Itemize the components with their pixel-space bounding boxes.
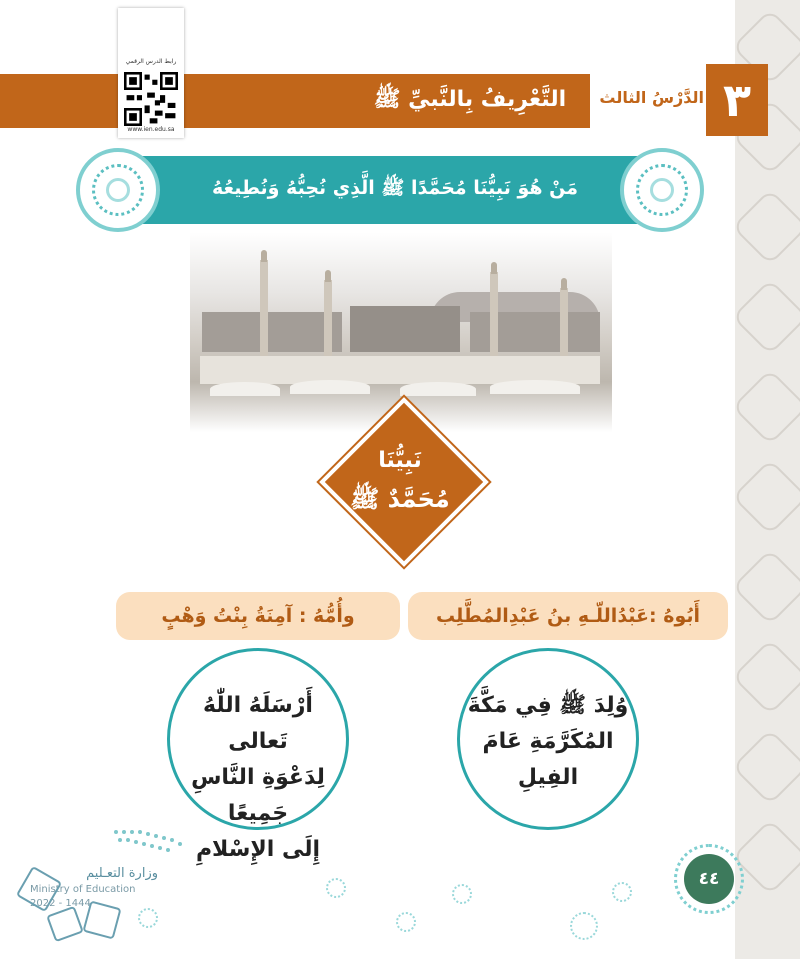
qr-code-icon[interactable] [124,72,178,126]
flower-icon [570,912,598,940]
flower-icon [138,908,158,928]
birth-line-1: وُلِدَ ﷺ فِي مَكَّةَ [467,693,629,718]
page-number: ٤٤ [684,854,734,904]
flower-icon [612,882,632,902]
ministry-year: 2022 - 1444 [30,898,91,909]
rosette-right-icon [620,148,704,232]
father-label: أَبُوهُ :عَبْدُاللّـهِ بنُ عَبْدِالمُطَّلِب [408,592,728,640]
question-text: مَنْ هُوَ نَبِيُّنَا مُحَمَّدًا ﷺ الَّذِي نُحِبُّهُ وَنُطِيعُهُ [211,177,579,199]
mission-line-3: إِلَى الإِسْلامِ [195,837,321,862]
mission-line-2: لِدَعْوَةِ النَّاسِ جَمِيعًا [191,765,325,826]
mission-line-1: أَرْسَلَهُ اللّٰهُ تَعالى [203,693,313,754]
ministry-name-en: Ministry of Education [30,884,136,895]
diamond-line-2: مُحَمَّدٌ ﷺ [350,485,450,513]
birth-line-3: الفِيلِ [517,765,579,790]
flower-icon [452,884,472,904]
qr-url: www.ien.edu.sa [127,126,175,133]
lesson-number: ٣ [706,64,768,136]
birth-line-2: المُكَرَّمَةِ عَامَ [482,729,614,754]
birth-text [462,688,634,796]
ministry-name-ar: وزارة التعـليم [86,866,158,881]
flower-icon [396,912,416,932]
decorative-side-strip [735,0,800,959]
lesson-label: الدَّرْسُ الثالث [599,88,704,107]
mission-text [172,688,344,868]
mother-label: وأُمُّهُ : آمِنَةُ بِنْتُ وَهْبٍ [116,592,400,640]
diamond-line-1: نَبِيُّنَا [378,448,422,473]
qr-label: رابط الدرس الرقمي [125,58,177,65]
flower-icon [326,878,346,898]
rosette-left-icon [76,148,160,232]
logo-shape-icon [82,900,121,939]
ministry-dots-icon [110,826,190,856]
lesson-title: التَّعْرِيفُ بِالنَّبيِّ ﷺ [373,87,567,112]
